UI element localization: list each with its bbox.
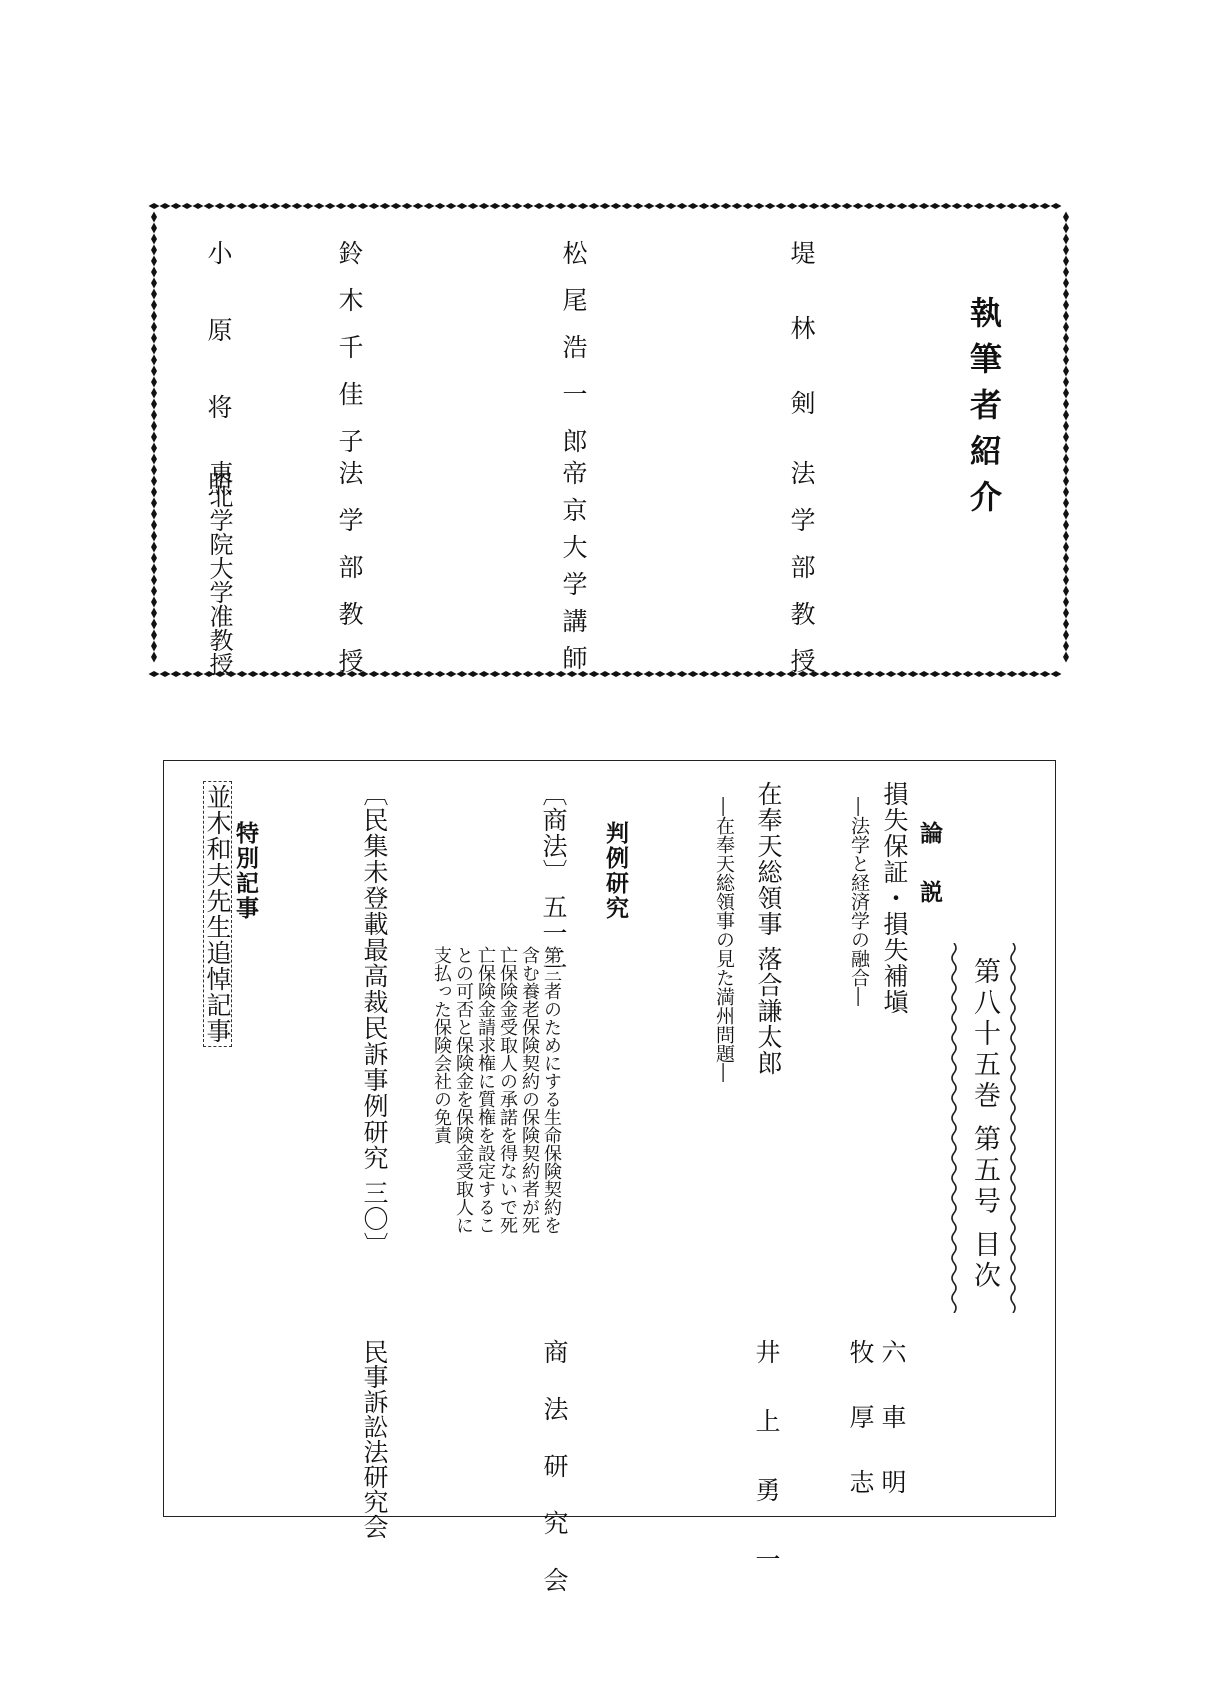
article-title: 在奉天総領事 落合謙太郎 — [754, 781, 783, 1076]
contributor-name: 鈴木千佳子 — [335, 240, 364, 475]
article-subtitle: ―在奉天総領事の見た満州問題― — [713, 797, 735, 1082]
decorative-border — [146, 198, 1074, 682]
contributors-title: 執筆者紹介 — [965, 296, 1003, 526]
contributor-name: 小 原 将 照 — [204, 240, 233, 518]
contributor-affiliation: 法学部教授 — [787, 460, 816, 695]
section-heading: 判例研究 — [602, 821, 629, 921]
section-heading: 論 説 — [916, 821, 943, 918]
article-title: 損失保証・損失補塡 — [880, 781, 909, 1015]
article-subtitle: ―法学と経済学の融合― — [848, 797, 870, 1006]
case-description: 第三者のためにする生命保険契約を含む養老保険契約の保険契約者が死亡保険金受取人の承諾を得ないで死亡保険金請求権に質権を設定することの可否と保険金を保険金受取人に支払った保険会社の免責 — [431, 946, 562, 1234]
section-heading: 特別記事 — [232, 821, 259, 921]
contributor-affiliation: 帝京大学講師 — [559, 460, 588, 682]
toc-box — [163, 760, 1056, 1604]
article-author: 牧 厚 志 — [846, 1339, 875, 1510]
wavy-rule — [1009, 943, 1017, 1313]
article-author: 井 上 勇 一 — [752, 1339, 781, 1589]
article-author: 民事訴訟法研究会 — [360, 1339, 389, 1539]
article-author: 六 車 明 — [878, 1339, 907, 1510]
issue-title: 第八十五巻 第五号 目次 — [969, 957, 1000, 1293]
contributor-name: 松尾浩一郎 — [559, 240, 588, 475]
contributor-affiliation: 東北学院大学准教授 — [205, 460, 233, 676]
case-title: 〔商法〕 五一二 — [539, 781, 568, 972]
contributors-box — [146, 198, 1074, 695]
wavy-rule — [950, 943, 958, 1313]
contributor-affiliation: 法学部教授 — [335, 460, 364, 695]
case-title: 〔民集未登載最高裁民訴事例研究 三〇〕 — [360, 781, 389, 1258]
article-author: 商 法 研 究 会 — [540, 1339, 569, 1604]
contributor-name: 堤 林 剣 — [787, 240, 816, 436]
special-article-title: 並木和夫先生追悼記事 — [203, 781, 232, 1047]
